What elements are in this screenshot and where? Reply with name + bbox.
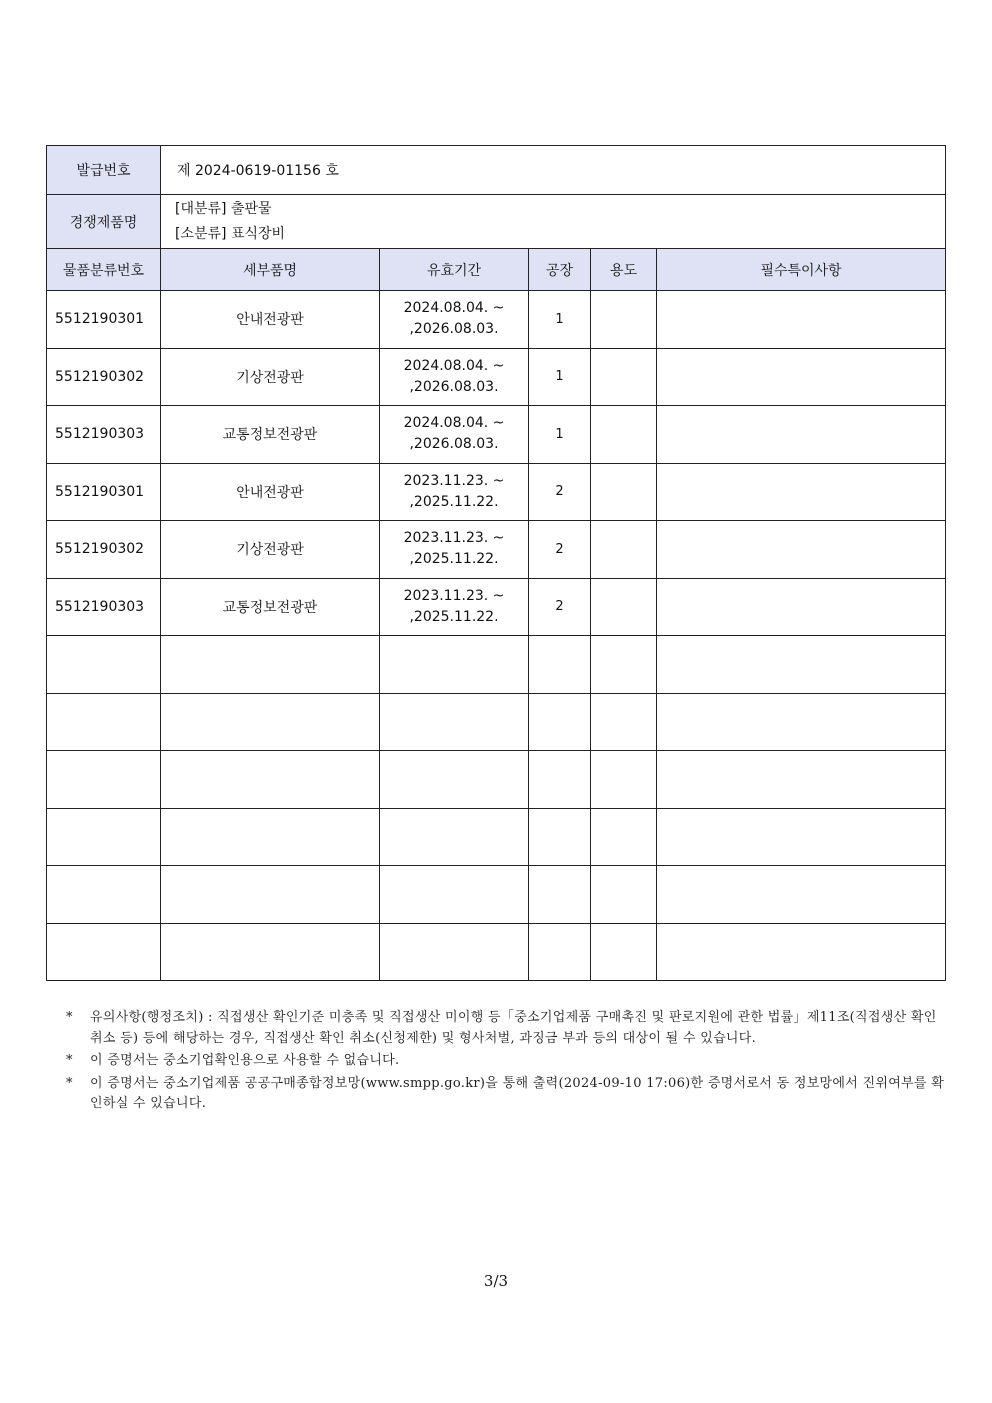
use	[591, 348, 657, 406]
empty-cell	[47, 636, 161, 694]
table-row	[47, 291, 946, 349]
empty-cell	[47, 866, 161, 924]
column-header: 공장	[529, 249, 591, 291]
empty-cell	[591, 866, 657, 924]
empty-cell	[529, 636, 591, 694]
validity-period	[380, 578, 529, 636]
note-item	[66, 1074, 946, 1115]
period-start: 2023.11.23. ~	[403, 587, 505, 604]
factory: 2	[529, 463, 591, 521]
empty-cell	[591, 923, 657, 981]
empty-cell	[161, 866, 380, 924]
period-end: ,2025.11.22.	[409, 551, 499, 568]
use	[591, 578, 657, 636]
column-header: 세부품명	[161, 249, 380, 291]
item-code: 5512190302	[47, 348, 161, 406]
empty-cell	[380, 751, 529, 809]
note-item	[66, 1051, 946, 1072]
empty-row	[47, 866, 946, 924]
issue-number-label: 발급번호	[47, 146, 161, 195]
period-start: 2024.08.04. ~	[403, 300, 505, 317]
validity-period	[380, 348, 529, 406]
empty-cell	[380, 693, 529, 751]
empty-cell	[47, 923, 161, 981]
empty-cell	[591, 808, 657, 866]
empty-cell	[529, 866, 591, 924]
note-bullet: *	[66, 1053, 73, 1068]
required-note	[657, 291, 946, 349]
table-row	[47, 521, 946, 579]
validity-period	[380, 521, 529, 579]
empty-row	[47, 636, 946, 694]
use	[591, 463, 657, 521]
item-name: 교통정보전광판	[161, 578, 380, 636]
empty-cell	[47, 751, 161, 809]
item-code: 5512190301	[47, 291, 161, 349]
table-row	[47, 348, 946, 406]
empty-cell	[380, 866, 529, 924]
period-start: 2023.11.23. ~	[403, 472, 505, 489]
empty-cell	[657, 866, 946, 924]
empty-cell	[161, 808, 380, 866]
table-row	[47, 463, 946, 521]
validity-period	[380, 291, 529, 349]
use	[591, 406, 657, 464]
factory: 2	[529, 521, 591, 579]
factory: 1	[529, 348, 591, 406]
empty-cell	[657, 923, 946, 981]
period-end: ,2026.08.03.	[409, 321, 499, 338]
item-code: 5512190303	[47, 578, 161, 636]
empty-row	[47, 751, 946, 809]
use	[591, 521, 657, 579]
product-label: 경쟁제품명	[47, 195, 161, 249]
minor-category: [소분류] 표식장비	[175, 225, 286, 242]
validity-period	[380, 406, 529, 464]
table-row	[47, 578, 946, 636]
empty-cell	[529, 808, 591, 866]
empty-cell	[47, 808, 161, 866]
empty-cell	[529, 923, 591, 981]
note-text: 이 증명서는 중소기업제품 공공구매종합정보망(www.smpp.go.kr)을 통해 출력(2024-09-10 17:06)한 증명서로서 동 정보망에서 진위여부를 확인하실 수 있습니다.	[90, 1075, 945, 1111]
required-note	[657, 521, 946, 579]
item-name: 기상전광판	[161, 521, 380, 579]
required-note	[657, 406, 946, 464]
product-classification	[161, 195, 946, 249]
empty-cell	[657, 751, 946, 809]
empty-cell	[161, 693, 380, 751]
note-text: 유의사항(행정조치) : 직접생산 확인기준 미충족 및 직접생산 미이행 등「중소기업제품 구매촉진 및 판로지원에 관한 법률」제11조(직접생산 확인 취소 등) 등에 해당하는 경우, 직접생산 확인 취소(신청제한) 및 형사처벌, 과징금 부과 등의 대상이 될 수 있습니다.	[90, 1010, 937, 1046]
column-header-row	[47, 249, 946, 291]
page-number: 3/3	[483, 1272, 509, 1290]
empty-cell	[161, 636, 380, 694]
item-name: 교통정보전광판	[161, 406, 380, 464]
period-start: 2024.08.04. ~	[403, 357, 505, 374]
product-row	[47, 195, 946, 249]
column-header: 용도	[591, 249, 657, 291]
factory: 1	[529, 291, 591, 349]
table-row	[47, 406, 946, 464]
period-end: ,2026.08.03.	[409, 436, 499, 453]
column-header: 물품분류번호	[47, 249, 161, 291]
period-end: ,2026.08.03.	[409, 378, 499, 395]
empty-cell	[380, 923, 529, 981]
empty-cell	[529, 751, 591, 809]
required-note	[657, 348, 946, 406]
empty-cell	[161, 923, 380, 981]
note-bullet: *	[66, 1010, 73, 1025]
empty-cell	[529, 693, 591, 751]
empty-row	[47, 693, 946, 751]
empty-cell	[591, 751, 657, 809]
note-bullet: *	[66, 1075, 73, 1091]
period-start: 2024.08.04. ~	[403, 415, 505, 432]
note-item	[66, 1008, 946, 1049]
major-category: [대분류] 출판물	[175, 200, 272, 217]
notes-section	[66, 1008, 946, 1117]
empty-cell	[657, 808, 946, 866]
item-code: 5512190301	[47, 463, 161, 521]
item-code: 5512190302	[47, 521, 161, 579]
column-header: 유효기간	[380, 249, 529, 291]
factory: 1	[529, 406, 591, 464]
period-end: ,2025.11.22.	[409, 608, 499, 625]
empty-cell	[591, 636, 657, 694]
certificate-table	[46, 145, 946, 981]
use	[591, 291, 657, 349]
empty-cell	[161, 751, 380, 809]
empty-cell	[47, 693, 161, 751]
issue-number-value: 제 2024-0619-01156 호	[161, 146, 946, 195]
validity-period	[380, 463, 529, 521]
issue-number-row	[47, 146, 946, 195]
column-header: 필수특이사항	[657, 249, 946, 291]
required-note	[657, 578, 946, 636]
factory: 2	[529, 578, 591, 636]
empty-row	[47, 808, 946, 866]
item-name: 안내전광판	[161, 463, 380, 521]
note-text: 이 증명서는 중소기업확인용으로 사용할 수 없습니다.	[90, 1053, 400, 1068]
empty-row	[47, 923, 946, 981]
period-start: 2023.11.23. ~	[403, 530, 505, 547]
item-name: 기상전광판	[161, 348, 380, 406]
item-code: 5512190303	[47, 406, 161, 464]
empty-cell	[657, 636, 946, 694]
empty-cell	[380, 808, 529, 866]
empty-cell	[657, 693, 946, 751]
required-note	[657, 463, 946, 521]
empty-cell	[591, 693, 657, 751]
empty-cell	[380, 636, 529, 694]
item-name: 안내전광판	[161, 291, 380, 349]
period-end: ,2025.11.22.	[409, 493, 499, 510]
